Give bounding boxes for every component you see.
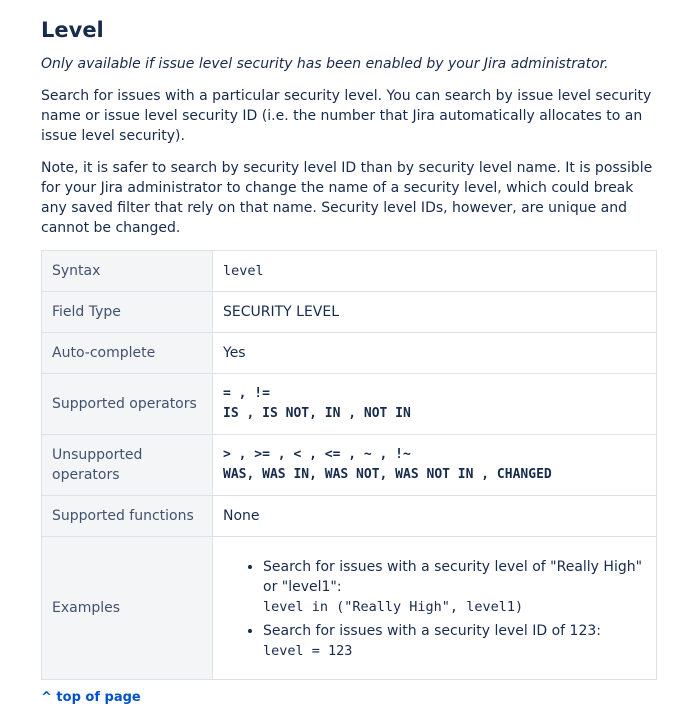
table-row [42,496,657,537]
field-type-value: SECURITY LEVEL [213,292,657,333]
examples-label: Examples [42,537,213,680]
supported-operators-value [213,374,657,435]
example-code: level = 123 [263,643,353,659]
table-row [42,537,657,680]
supported-functions-label: Supported functions [42,496,213,537]
examples-value [213,537,657,680]
description-paragraph: Search for issues with a particular security level. You can search by issue level security name or issue level security ID (i.e. the number that Jira automatically allocates to an issue level security). [41,88,652,144]
unsupported-operators-label: Unsupported operators [42,435,213,496]
list-item [263,557,646,617]
table-row [42,251,657,292]
table-row [42,435,657,496]
supported-operators-label: Supported operators [42,374,213,435]
level-section [41,14,657,705]
note-paragraph: Note, it is safer to search by security level ID than by security level name. It is possible for your Jira administrator to change the name of a security level, which could break any saved filter that rely on that name. Security level IDs, however, are unique and cannot be changed. [41,160,653,236]
example-code: level in ("Really High", level1) [263,599,524,615]
examples-list [223,557,646,661]
unsupported-operators-line2: WAS, WAS IN, WAS NOT, WAS NOT IN , CHANGED [223,467,552,482]
auto-complete-value: Yes [213,333,657,374]
supported-operators-line2: IS , IS NOT, IN , NOT IN [223,406,411,421]
list-item [263,621,646,661]
example-text: Search for issues with a security level ID of 123: [263,623,601,639]
example-text: Search for issues with a security level of "Really High" or "level1": [263,559,643,595]
field-type-label: Field Type [42,292,213,333]
supported-functions-value: None [213,496,657,537]
field-reference-table [41,250,657,680]
unsupported-operators-value [213,435,657,496]
table-row [42,374,657,435]
section-heading: Level [41,18,104,42]
syntax-value: level [213,251,657,292]
syntax-label: Syntax [42,251,213,292]
availability-note: Only available if issue level security has been enabled by your Jira administrator. [41,56,609,72]
unsupported-operators-line1: > , >= , < , <= , ~ , !~ [223,447,411,462]
auto-complete-label: Auto-complete [42,333,213,374]
table-row [42,333,657,374]
top-of-page-link[interactable]: ^ top of page [41,690,141,705]
supported-operators-line1: = , != [223,386,270,401]
table-row [42,292,657,333]
